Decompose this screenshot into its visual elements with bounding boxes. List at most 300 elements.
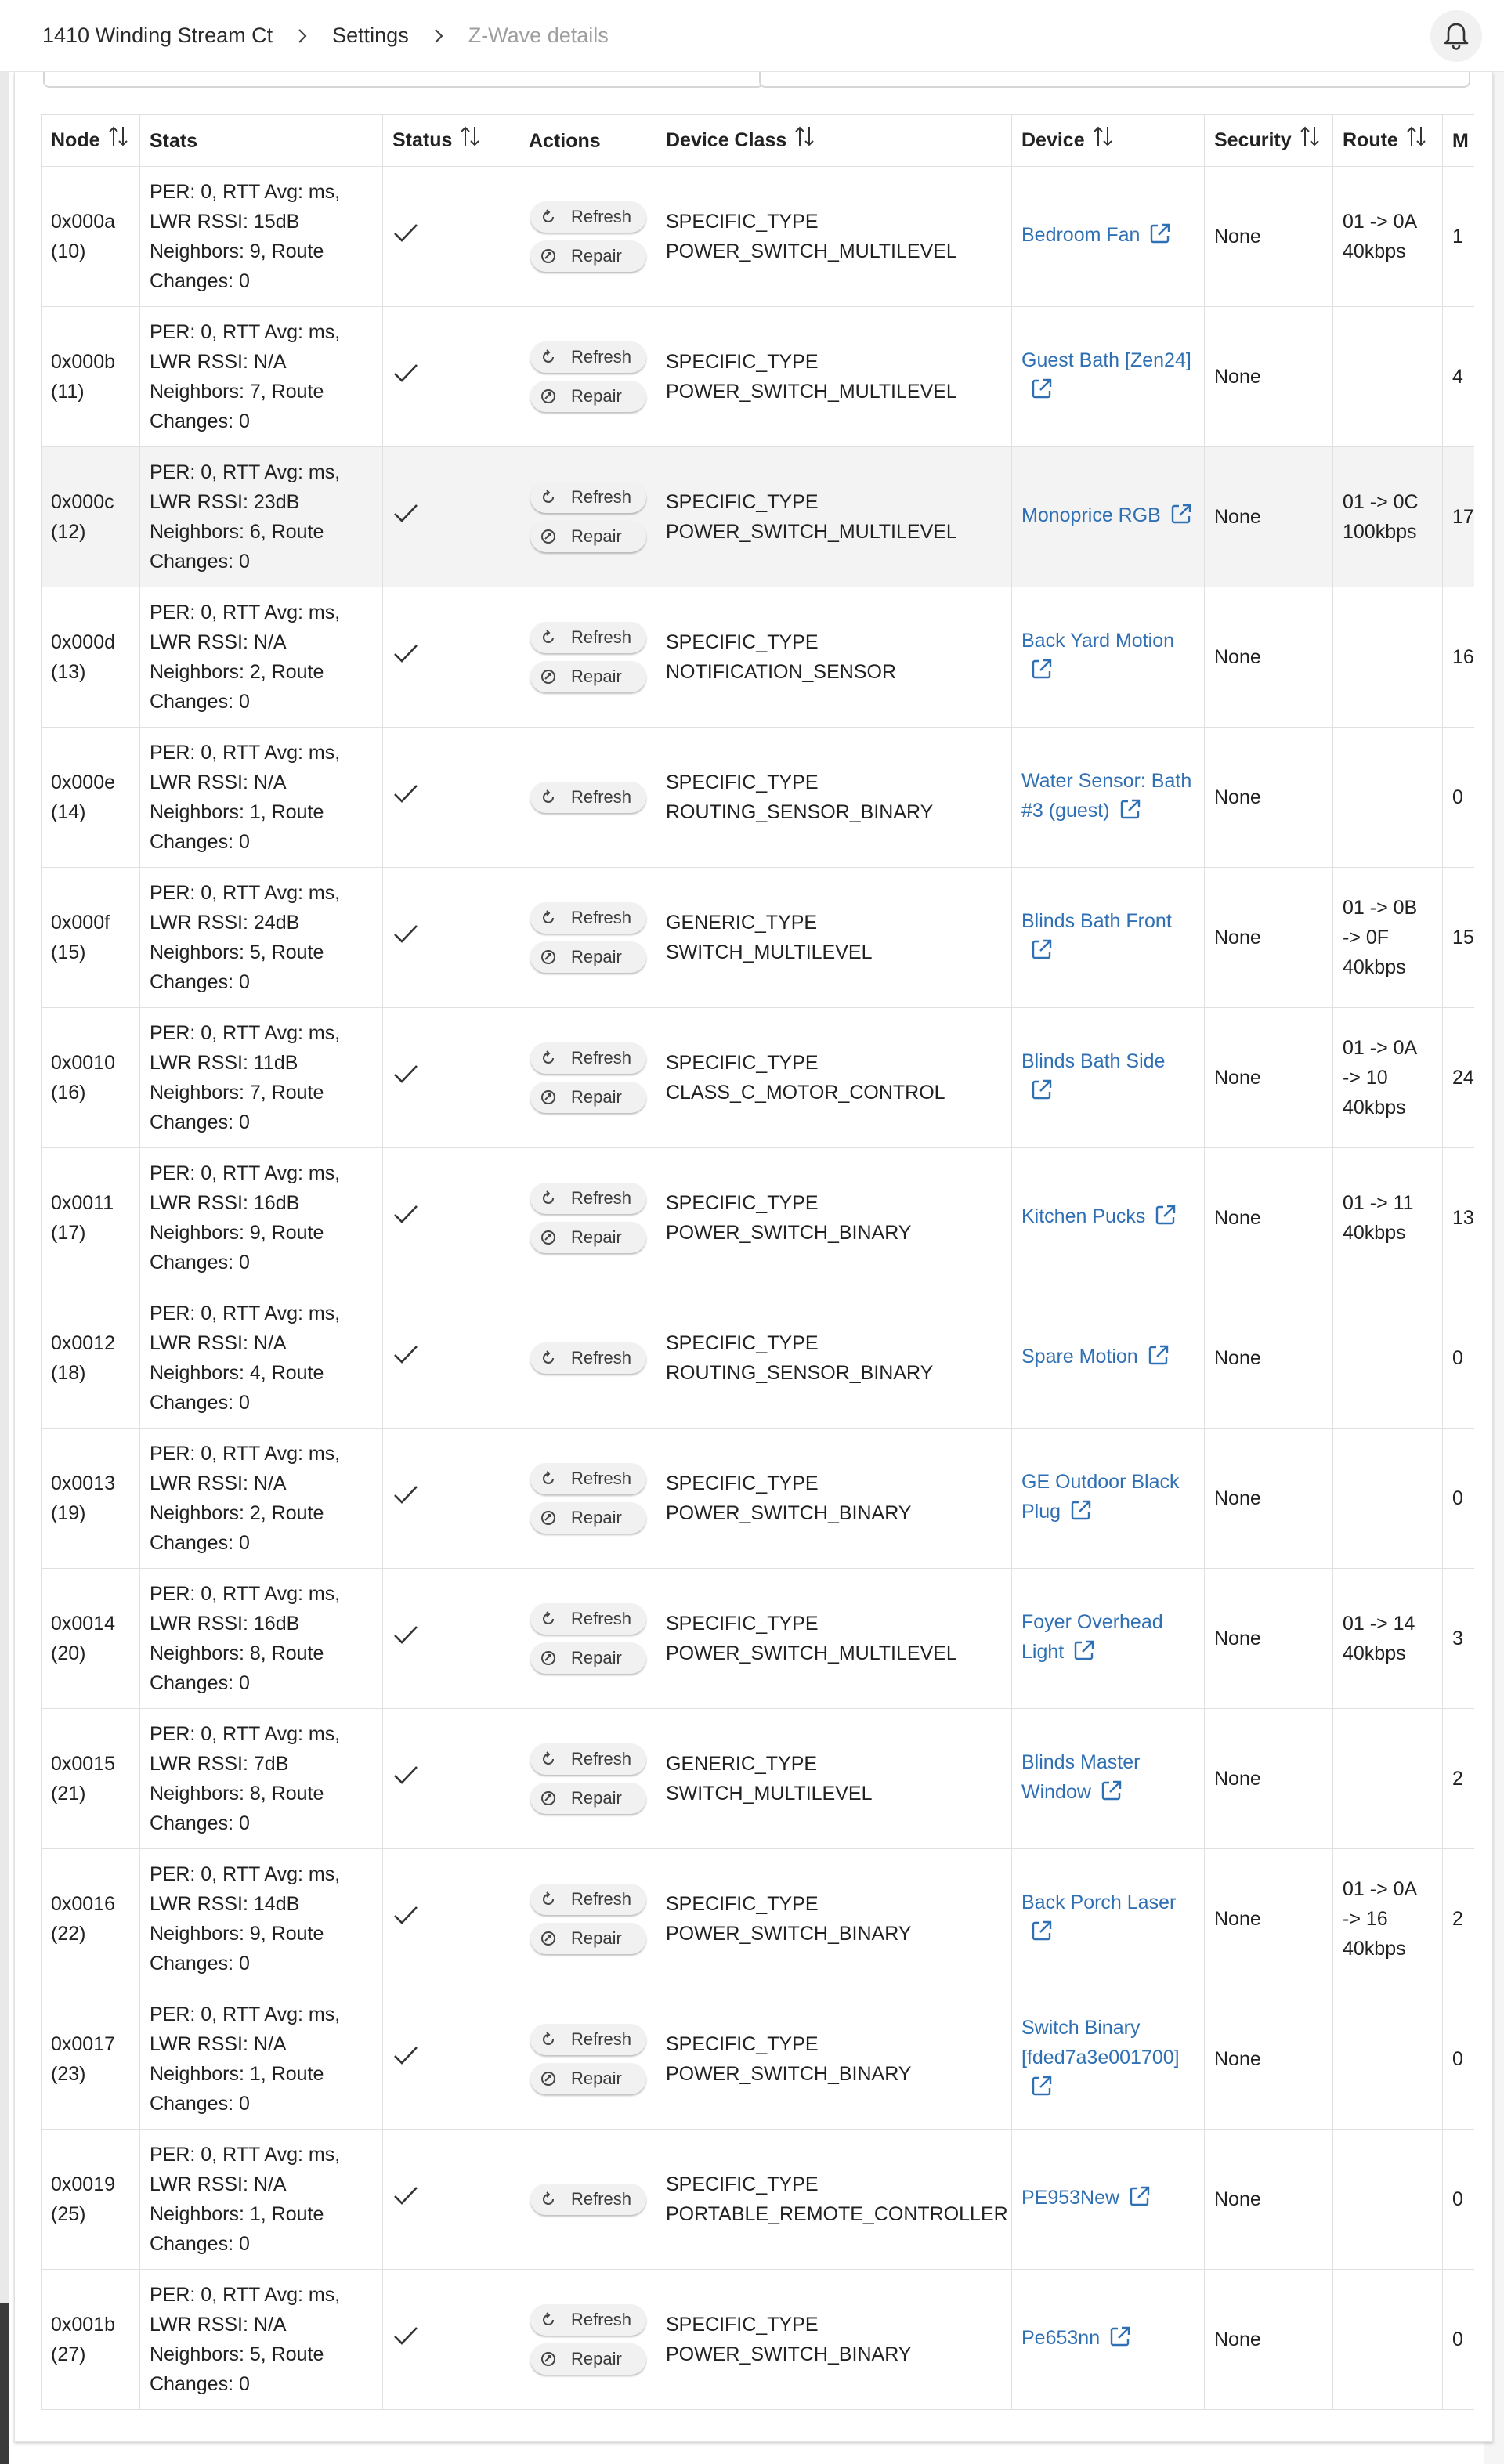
repair-label: Repair <box>571 667 622 686</box>
repair-label: Repair <box>571 1648 622 1667</box>
repair-icon <box>540 1509 557 1526</box>
device-name[interactable]: Kitchen Pucks <box>1021 1205 1146 1227</box>
node-id: 0x001b (27) <box>42 2270 140 2410</box>
m-cell: 0 <box>1443 1989 1475 2130</box>
header-security[interactable]: Security <box>1205 115 1333 167</box>
table-row <box>42 868 1475 1008</box>
node-stats: PER: 0, RTT Avg: ms, LWR RSSI: 7dB Neighbors: 8, Route Changes: 0 <box>140 1709 383 1849</box>
refresh-icon <box>540 1190 557 1207</box>
check-icon <box>392 502 509 533</box>
repair-button[interactable] <box>530 1642 646 1674</box>
m-cell: 0 <box>1443 2270 1475 2410</box>
open-in-new-icon[interactable] <box>1031 1920 1053 1950</box>
device-name[interactable]: Back Porch Laser <box>1021 1891 1177 1913</box>
table-row <box>42 1709 1475 1849</box>
breadcrumb-current: Z-Wave details <box>468 23 609 47</box>
security-cell: None <box>1205 2130 1333 2270</box>
node-stats: PER: 0, RTT Avg: ms, LWR RSSI: N/A Neighbors: 1, Route Changes: 0 <box>140 1989 383 2130</box>
refresh-label: Refresh <box>571 2029 632 2049</box>
repair-label: Repair <box>571 1928 622 1948</box>
repair-icon <box>540 948 557 966</box>
repair-label: Repair <box>571 526 622 546</box>
node-id: 0x0013 (19) <box>42 1429 140 1569</box>
device-name[interactable]: GE Outdoor Black Plug <box>1021 1471 1180 1523</box>
device-link[interactable] <box>1021 2327 1131 2349</box>
refresh-icon <box>540 629 557 646</box>
device-link[interactable] <box>1021 770 1191 822</box>
refresh-button[interactable] <box>530 1342 646 1374</box>
actions-cell <box>519 2130 656 2270</box>
route-cell <box>1333 1709 1443 1849</box>
device-link[interactable] <box>1021 1050 1165 1102</box>
actions-cell <box>519 1429 656 1569</box>
device-name[interactable]: Switch Binary [fded7a3e001700] <box>1021 2017 1180 2068</box>
m-cell: 0 <box>1443 1429 1475 1569</box>
security-cell: None <box>1205 1989 1333 2130</box>
refresh-button[interactable] <box>530 1743 646 1775</box>
header-stats: Stats <box>140 115 383 167</box>
route-cell <box>1333 2270 1443 2410</box>
route-cell <box>1333 587 1443 728</box>
m-cell: 15 <box>1443 868 1475 1008</box>
header-m: M <box>1443 115 1475 167</box>
device-cell <box>1012 1989 1205 2130</box>
device-class: SPECIFIC_TYPE CLASS_C_MOTOR_CONTROL <box>656 1008 1012 1148</box>
device-cell <box>1012 2270 1205 2410</box>
sort-icon[interactable] <box>108 125 128 156</box>
header-device-class[interactable]: Device Class <box>656 115 1012 167</box>
refresh-button[interactable] <box>530 2024 646 2055</box>
repair-icon <box>540 1649 557 1667</box>
security-cell: None <box>1205 1429 1333 1569</box>
device-class: SPECIFIC_TYPE POWER_SWITCH_MULTILEVEL <box>656 1569 1012 1709</box>
refresh-label: Refresh <box>571 1188 632 1208</box>
device-class: SPECIFIC_TYPE POWER_SWITCH_BINARY <box>656 2270 1012 2410</box>
open-in-new-icon[interactable] <box>1148 1344 1170 1375</box>
actions-cell <box>519 447 656 587</box>
refresh-label: Refresh <box>571 908 632 927</box>
device-class: GENERIC_TYPE SWITCH_MULTILEVEL <box>656 1709 1012 1849</box>
open-in-new-icon[interactable] <box>1073 1639 1095 1670</box>
security-cell: None <box>1205 1569 1333 1709</box>
repair-icon <box>540 1930 557 1947</box>
table-row <box>42 2130 1475 2270</box>
repair-label: Repair <box>571 1227 622 1247</box>
node-stats: PER: 0, RTT Avg: ms, LWR RSSI: N/A Neighbors: 1, Route Changes: 0 <box>140 728 383 868</box>
device-link[interactable] <box>1021 504 1192 526</box>
header-node[interactable]: Node <box>42 115 140 167</box>
table-row <box>42 1989 1475 2130</box>
device-name[interactable]: Pe653nn <box>1021 2327 1101 2349</box>
table-row <box>42 447 1475 587</box>
device-class: SPECIFIC_TYPE POWER_SWITCH_MULTILEVEL <box>656 447 1012 587</box>
status-cell <box>383 1849 519 1989</box>
table-row <box>42 2270 1475 2410</box>
refresh-label: Refresh <box>571 1348 632 1367</box>
status-cell <box>383 868 519 1008</box>
node-stats: PER: 0, RTT Avg: ms, LWR RSSI: 14dB Neighbors: 9, Route Changes: 0 <box>140 1849 383 1989</box>
refresh-label: Refresh <box>571 347 632 367</box>
device-class: SPECIFIC_TYPE ROUTING_SENSOR_BINARY <box>656 728 1012 868</box>
refresh-button[interactable] <box>530 1183 646 1214</box>
header-status[interactable]: Status <box>383 115 519 167</box>
security-cell: None <box>1205 587 1333 728</box>
device-name[interactable]: Spare Motion <box>1021 1346 1138 1367</box>
security-cell: None <box>1205 868 1333 1008</box>
device-cell <box>1012 1288 1205 1429</box>
device-cell <box>1012 167 1205 307</box>
open-in-new-icon[interactable] <box>1129 2185 1151 2216</box>
status-cell <box>383 1989 519 2130</box>
repair-button[interactable] <box>530 240 646 272</box>
open-in-new-icon[interactable] <box>1170 503 1192 533</box>
status-cell <box>383 2270 519 2410</box>
refresh-label: Refresh <box>571 627 632 647</box>
refresh-button[interactable] <box>530 341 646 373</box>
open-in-new-icon[interactable] <box>1149 222 1171 253</box>
refresh-button[interactable] <box>530 201 646 233</box>
m-cell: 1 <box>1443 167 1475 307</box>
table-row <box>42 167 1475 307</box>
node-stats: PER: 0, RTT Avg: ms, LWR RSSI: N/A Neighbors: 4, Route Changes: 0 <box>140 1288 383 1429</box>
check-icon <box>392 923 509 953</box>
repair-label: Repair <box>571 2349 622 2368</box>
sort-icon[interactable] <box>1406 125 1426 156</box>
repair-button[interactable] <box>530 1502 646 1534</box>
node-id: 0x000e (14) <box>42 728 140 868</box>
node-id: 0x0016 (22) <box>42 1849 140 1989</box>
repair-button[interactable] <box>530 2343 646 2375</box>
refresh-button[interactable] <box>530 902 646 934</box>
table-row <box>42 1569 1475 1709</box>
actions-cell <box>519 1709 656 1849</box>
node-id: 0x000c (12) <box>42 447 140 587</box>
repair-icon <box>540 528 557 545</box>
security-cell: None <box>1205 1709 1333 1849</box>
device-link[interactable] <box>1021 1611 1163 1663</box>
header-actions: Actions <box>519 115 656 167</box>
route-cell <box>1333 1429 1443 1569</box>
node-id: 0x0015 (21) <box>42 1709 140 1849</box>
refresh-label: Refresh <box>571 1749 632 1769</box>
device-class: SPECIFIC_TYPE PORTABLE_REMOTE_CONTROLLER <box>656 2130 1012 2270</box>
table-row <box>42 728 1475 868</box>
device-cell <box>1012 1849 1205 1989</box>
breadcrumb-settings[interactable]: Settings <box>332 23 409 47</box>
device-link[interactable] <box>1021 2017 1180 2098</box>
refresh-icon <box>540 909 557 927</box>
check-icon <box>392 1203 509 1234</box>
sort-icon[interactable] <box>1300 125 1320 156</box>
repair-button[interactable] <box>530 1923 646 1954</box>
node-stats: PER: 0, RTT Avg: ms, LWR RSSI: 16dB Neighbors: 8, Route Changes: 0 <box>140 1569 383 1709</box>
node-id: 0x000f (15) <box>42 868 140 1008</box>
refresh-button[interactable] <box>530 1603 646 1635</box>
route-cell <box>1333 1288 1443 1429</box>
device-cell <box>1012 728 1205 868</box>
actions-cell <box>519 1849 656 1989</box>
check-icon <box>392 1483 509 1514</box>
m-cell: 24 <box>1443 1008 1475 1148</box>
repair-icon <box>540 2070 557 2087</box>
repair-icon <box>540 388 557 405</box>
check-icon <box>392 1764 509 1794</box>
nodes-table-container[interactable] <box>41 114 1474 2410</box>
device-name[interactable]: Blinds Bath Front <box>1021 910 1172 932</box>
status-cell <box>383 1429 519 1569</box>
actions-cell <box>519 1288 656 1429</box>
status-cell <box>383 1148 519 1288</box>
device-cell <box>1012 2130 1205 2270</box>
refresh-button[interactable] <box>530 2304 646 2336</box>
refresh-icon <box>540 1050 557 1067</box>
device-class: GENERIC_TYPE SWITCH_MULTILEVEL <box>656 868 1012 1008</box>
device-cell <box>1012 1429 1205 1569</box>
device-link[interactable] <box>1021 349 1191 401</box>
repair-label: Repair <box>571 1508 622 1527</box>
repair-icon <box>540 668 557 685</box>
node-stats: PER: 0, RTT Avg: ms, LWR RSSI: 24dB Neighbors: 5, Route Changes: 0 <box>140 868 383 1008</box>
m-cell: 4 <box>1443 307 1475 447</box>
security-cell: None <box>1205 167 1333 307</box>
route-cell: 01 -> 0A -> 10 40kbps <box>1333 1008 1443 1148</box>
open-in-new-icon[interactable] <box>1155 1204 1177 1234</box>
refresh-button[interactable] <box>530 2184 646 2215</box>
table-row <box>42 1008 1475 1148</box>
security-cell: None <box>1205 728 1333 868</box>
status-cell <box>383 728 519 868</box>
top-bar <box>0 0 1504 72</box>
table-row <box>42 1849 1475 1989</box>
refresh-button[interactable] <box>530 622 646 653</box>
status-cell <box>383 587 519 728</box>
actions-cell <box>519 1008 656 1148</box>
refresh-label: Refresh <box>571 487 632 507</box>
route-cell: 01 -> 0A 40kbps <box>1333 167 1443 307</box>
node-stats: PER: 0, RTT Avg: ms, LWR RSSI: N/A Neighbors: 7, Route Changes: 0 <box>140 307 383 447</box>
check-icon <box>392 1063 509 1093</box>
actions-cell <box>519 1148 656 1288</box>
nodes-table <box>41 114 1474 2410</box>
device-name[interactable]: Blinds Bath Side <box>1021 1050 1166 1072</box>
device-cell <box>1012 868 1205 1008</box>
device-class: SPECIFIC_TYPE POWER_SWITCH_MULTILEVEL <box>656 307 1012 447</box>
repair-button[interactable] <box>530 1222 646 1253</box>
node-stats: PER: 0, RTT Avg: ms, LWR RSSI: 11dB Neighbors: 7, Route Changes: 0 <box>140 1008 383 1148</box>
device-name[interactable]: Guest Bath [Zen24] <box>1021 349 1191 371</box>
refresh-icon <box>540 1750 557 1768</box>
device-link[interactable] <box>1021 1346 1170 1367</box>
refresh-label: Refresh <box>571 1889 632 1909</box>
security-cell: None <box>1205 2270 1333 2410</box>
check-icon <box>392 2184 509 2215</box>
route-cell: 01 -> 0C 100kbps <box>1333 447 1443 587</box>
refresh-label: Refresh <box>571 787 632 807</box>
refresh-button[interactable] <box>530 482 646 513</box>
repair-label: Repair <box>571 947 622 966</box>
open-in-new-icon[interactable] <box>1031 1078 1053 1109</box>
sort-icon[interactable] <box>460 125 480 156</box>
refresh-icon <box>540 789 557 806</box>
check-icon <box>392 222 509 252</box>
node-stats: PER: 0, RTT Avg: ms, LWR RSSI: 15dB Neighbors: 9, Route Changes: 0 <box>140 167 383 307</box>
m-cell: 13 <box>1443 1148 1475 1288</box>
node-id: 0x0014 (20) <box>42 1569 140 1709</box>
chevron-right-icon <box>426 23 451 49</box>
open-in-new-icon[interactable] <box>1101 1779 1123 1810</box>
device-link[interactable] <box>1021 1891 1176 1943</box>
breadcrumb-home[interactable]: 1410 Winding Stream Ct <box>42 23 273 47</box>
status-cell <box>383 2130 519 2270</box>
device-name[interactable]: Monoprice RGB <box>1021 504 1161 526</box>
repair-button[interactable] <box>530 2063 646 2094</box>
table-row <box>42 587 1475 728</box>
repair-icon <box>540 247 557 265</box>
device-link[interactable] <box>1021 1751 1140 1803</box>
status-cell <box>383 447 519 587</box>
table-row <box>42 1429 1475 1569</box>
device-class: SPECIFIC_TYPE NOTIFICATION_SENSOR <box>656 587 1012 728</box>
status-cell <box>383 1288 519 1429</box>
device-link[interactable] <box>1021 224 1171 246</box>
device-link[interactable] <box>1021 1205 1177 1227</box>
m-cell: 16 <box>1443 587 1475 728</box>
device-cell <box>1012 587 1205 728</box>
device-name[interactable]: Back Yard Motion <box>1021 630 1175 652</box>
device-class: SPECIFIC_TYPE ROUTING_SENSOR_BINARY <box>656 1288 1012 1429</box>
refresh-icon <box>540 208 557 226</box>
refresh-button[interactable] <box>530 1042 646 1074</box>
refresh-label: Refresh <box>571 1048 632 1068</box>
refresh-icon <box>540 1610 557 1628</box>
repair-button[interactable] <box>530 521 646 552</box>
bell-icon <box>1442 21 1470 51</box>
device-cell <box>1012 1569 1205 1709</box>
status-cell <box>383 167 519 307</box>
open-in-new-icon[interactable] <box>1119 798 1141 829</box>
route-cell <box>1333 307 1443 447</box>
device-class: SPECIFIC_TYPE POWER_SWITCH_BINARY <box>656 1849 1012 1989</box>
route-cell <box>1333 1989 1443 2130</box>
top-panel-right <box>759 72 1470 88</box>
device-class: SPECIFIC_TYPE POWER_SWITCH_BINARY <box>656 1148 1012 1288</box>
device-cell <box>1012 1148 1205 1288</box>
m-cell: 2 <box>1443 1849 1475 1989</box>
repair-button[interactable] <box>530 1082 646 1113</box>
node-id: 0x000a (10) <box>42 167 140 307</box>
device-class: SPECIFIC_TYPE POWER_SWITCH_BINARY <box>656 1989 1012 2130</box>
security-cell: None <box>1205 307 1333 447</box>
m-cell: 0 <box>1443 2130 1475 2270</box>
repair-button[interactable] <box>530 1783 646 1814</box>
refresh-icon <box>540 2191 557 2208</box>
security-cell: None <box>1205 447 1333 587</box>
open-in-new-icon[interactable] <box>1070 1499 1092 1530</box>
device-name[interactable]: Foyer Overhead Light <box>1021 1611 1163 1663</box>
node-id: 0x0012 (18) <box>42 1288 140 1429</box>
device-link[interactable] <box>1021 1471 1179 1523</box>
device-link[interactable] <box>1021 630 1174 681</box>
refresh-label: Refresh <box>571 2189 632 2209</box>
device-cell <box>1012 1709 1205 1849</box>
repair-icon <box>540 1229 557 1246</box>
m-cell: 17 <box>1443 447 1475 587</box>
node-stats: PER: 0, RTT Avg: ms, LWR RSSI: N/A Neighbors: 2, Route Changes: 0 <box>140 1429 383 1569</box>
device-link[interactable] <box>1021 910 1172 962</box>
refresh-icon <box>540 2311 557 2329</box>
actions-cell <box>519 2270 656 2410</box>
repair-icon <box>540 1089 557 1106</box>
actions-cell <box>519 868 656 1008</box>
device-cell <box>1012 1008 1205 1148</box>
repair-label: Repair <box>571 1788 622 1808</box>
refresh-label: Refresh <box>571 2310 632 2329</box>
open-in-new-icon[interactable] <box>1109 2325 1131 2356</box>
sort-icon[interactable] <box>794 125 815 156</box>
open-in-new-icon[interactable] <box>1031 938 1053 969</box>
open-in-new-icon[interactable] <box>1031 378 1053 408</box>
sort-icon[interactable] <box>1093 125 1113 156</box>
refresh-icon <box>540 489 557 506</box>
actions-cell <box>519 1989 656 2130</box>
device-name[interactable]: Blinds Master Window <box>1021 1751 1141 1803</box>
open-in-new-icon[interactable] <box>1031 2075 1053 2105</box>
refresh-icon <box>540 349 557 366</box>
actions-cell <box>519 307 656 447</box>
repair-button[interactable] <box>530 381 646 412</box>
left-edge <box>0 0 9 2464</box>
device-name[interactable]: PE953New <box>1021 2187 1120 2209</box>
device-name[interactable]: Bedroom Fan <box>1021 224 1141 246</box>
device-name[interactable]: Water Sensor: Bath #3 (guest) <box>1021 770 1192 822</box>
repair-button[interactable] <box>530 661 646 692</box>
route-cell: 01 -> 0B -> 0F 40kbps <box>1333 868 1443 1008</box>
device-class: SPECIFIC_TYPE POWER_SWITCH_MULTILEVEL <box>656 167 1012 307</box>
refresh-label: Refresh <box>571 207 632 226</box>
open-in-new-icon[interactable] <box>1031 658 1053 688</box>
notifications-button[interactable] <box>1430 10 1482 62</box>
top-panel-left <box>43 72 764 88</box>
security-cell: None <box>1205 1008 1333 1148</box>
refresh-button[interactable] <box>530 782 646 813</box>
device-cell <box>1012 447 1205 587</box>
repair-button[interactable] <box>530 941 646 973</box>
check-icon <box>392 782 509 813</box>
device-link[interactable] <box>1021 2187 1151 2209</box>
node-stats: PER: 0, RTT Avg: ms, LWR RSSI: N/A Neighbors: 2, Route Changes: 0 <box>140 587 383 728</box>
header-device[interactable]: Device <box>1012 115 1205 167</box>
m-cell: 2 <box>1443 1709 1475 1849</box>
node-id: 0x000b (11) <box>42 307 140 447</box>
repair-label: Repair <box>571 1087 622 1107</box>
table-row <box>42 1148 1475 1288</box>
device-class: SPECIFIC_TYPE POWER_SWITCH_BINARY <box>656 1429 1012 1569</box>
table-row <box>42 1288 1475 1429</box>
check-icon <box>392 642 509 673</box>
refresh-icon <box>540 2031 557 2048</box>
check-icon <box>392 1624 509 1654</box>
refresh-button[interactable] <box>530 1884 646 1915</box>
node-id: 0x0017 (23) <box>42 1989 140 2130</box>
route-cell: 01 -> 0A -> 16 40kbps <box>1333 1849 1443 1989</box>
header-route[interactable]: Route <box>1333 115 1443 167</box>
status-cell <box>383 1709 519 1849</box>
refresh-button[interactable] <box>530 1463 646 1494</box>
route-cell <box>1333 728 1443 868</box>
refresh-icon <box>540 1470 557 1487</box>
repair-icon <box>540 1790 557 1807</box>
refresh-icon <box>540 1349 557 1367</box>
